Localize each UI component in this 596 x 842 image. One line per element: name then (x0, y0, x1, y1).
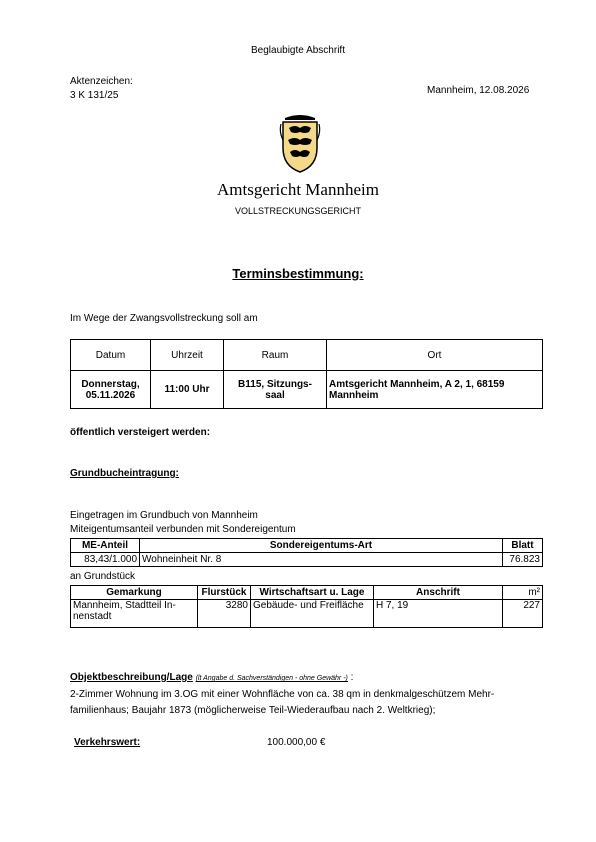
versteigert-text: öffentlich versteigert werden: (70, 427, 211, 438)
table-header-cell: m² (503, 586, 543, 600)
termin-ort (327, 371, 543, 409)
court-subtitle: VOLLSTRECKUNGSGERICHT (234, 206, 362, 216)
table-cell: 76.823 (503, 553, 543, 567)
termin-datum-line: 05.11.2026 (85, 389, 136, 401)
termin-ort-line: Amtsgericht Mannheim, A 2, 1, 68159 (329, 378, 505, 390)
objekt-note: (lt Angabe d. Sachverständigen - ohne Gewähr -) (195, 675, 348, 682)
page-title: Terminsbestimmung: (232, 266, 364, 281)
termin-uhrzeit: 11:00 Uhr (151, 371, 224, 409)
an-grundstueck-label: an Grundstück (70, 571, 136, 582)
objekt-heading-line (70, 672, 353, 683)
table-header-cell: Sondereigentums-Art (140, 539, 503, 553)
table-header-cell: Uhrzeit (151, 340, 224, 371)
grundbuch-line: Miteigentumsanteil verbunden mit Sondereigentum (70, 524, 296, 535)
table-cell-anschrift: H 7, 19 (374, 600, 503, 628)
objekt-colon: : (350, 672, 354, 683)
table-header-row (71, 340, 543, 371)
table-cell-m2: 227 (503, 600, 543, 628)
table-header-cell: ME-Anteil (71, 539, 140, 553)
table-row (71, 600, 543, 628)
court-name: Amtsgericht Mannheim (217, 180, 379, 199)
objekt-heading: Objektbeschreibung/Lage (70, 672, 193, 683)
termin-datum-line: Donnerstag, (81, 378, 140, 390)
gemarkung-line: Mannheim, Stadtteil In- (73, 600, 176, 611)
termin-ort-line: Mannheim (329, 389, 379, 401)
table-cell: 83,43/1.000 (71, 553, 140, 567)
table-header-cell: Blatt (503, 539, 543, 553)
grundbuch-heading: Grundbucheintragung: (70, 468, 179, 479)
objekt-description-line: familienhaus; Baujahr 1873 (möglicherweise Teil-Wiederaufbau nach 2. Weltkrieg); (70, 705, 436, 716)
table-row (71, 371, 543, 409)
table-header-cell: Ort (327, 340, 543, 371)
gemarkung-line: nenstadt (73, 611, 112, 622)
table-cell-gemarkung (71, 600, 198, 628)
grundbuch-line: Eingetragen im Grundbuch von Mannheim (70, 510, 258, 521)
termin-table (70, 339, 543, 409)
table-cell-flurstueck: 3280 (198, 600, 251, 628)
termin-datum (71, 371, 151, 409)
aktenzeichen-value: 3 K 131/25 (70, 90, 119, 101)
termin-raum-line: saal (265, 389, 285, 401)
table-header-cell: Flurstück (198, 586, 251, 600)
table-cell-wirtschaftsart: Gebäude- und Freifläche (251, 600, 374, 628)
table-header-cell: Anschrift (374, 586, 503, 600)
place-date: Mannheim, 12.08.2026 (427, 85, 530, 96)
grundstueck-table (70, 585, 543, 628)
intro-text: Im Wege der Zwangsvollstreckung soll am (70, 313, 258, 324)
termin-raum (224, 371, 327, 409)
coat-of-arms-icon (279, 112, 321, 174)
aktenzeichen-label: Aktenzeichen: (70, 76, 133, 87)
table-header-cell: Wirtschaftsart u. Lage (251, 586, 374, 600)
objekt-description-line: 2-Zimmer Wohnung im 3.OG mit einer Wohnfläche von ca. 38 qm in denkmalgeschützem Mehr- (70, 689, 495, 700)
table-header-row (71, 539, 543, 553)
verkehrswert-label: Verkehrswert: (74, 737, 141, 748)
table-header-row (71, 586, 543, 600)
table-header-cell: Datum (71, 340, 151, 371)
termin-raum-line: B115, Sitzungs- (238, 378, 312, 390)
document-type: Beglaubigte Abschrift (251, 45, 345, 56)
table-row (71, 553, 543, 567)
table-header-cell: Raum (224, 340, 327, 371)
verkehrswert-value: 100.000,00 € (267, 737, 326, 748)
table-cell: Wohneinheit Nr. 8 (140, 553, 503, 567)
table-header-cell: Gemarkung (71, 586, 198, 600)
me-anteil-table (70, 538, 543, 567)
